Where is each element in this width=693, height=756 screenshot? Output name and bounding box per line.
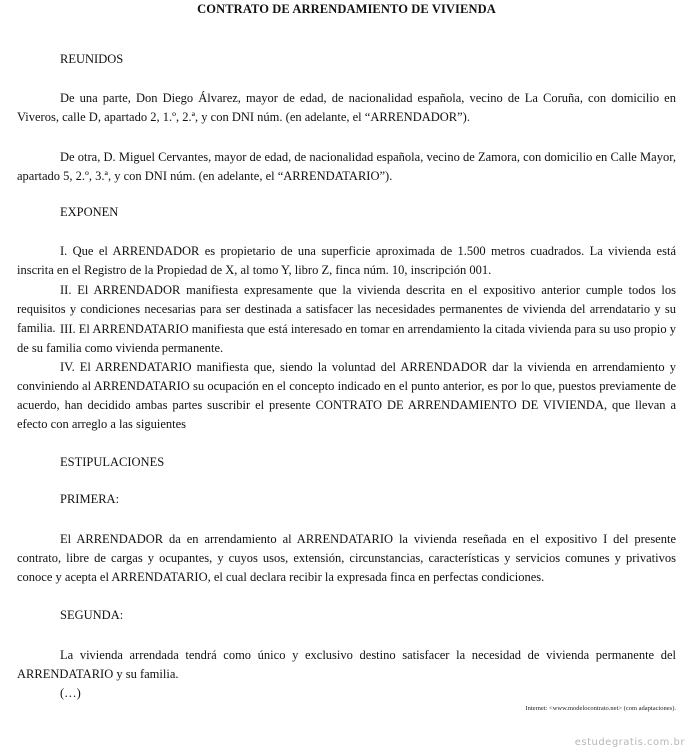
source-citation: Internet: <www.modelocontrato.net> (com adaptaciones). [525, 705, 676, 712]
paragraph-primera: El ARRENDADOR da en arrendamiento al ARRENDATARIO la vivienda reseñada en el expositivo I del presente contrato, libre de cargas y ocupantes, y cuyos usos, extensión, circunstancias, características y servicios comunes y privativos conoce y acepta el ARRENDATARIO, el cual declara recibir la expresada finca en perfectas condiciones. [17, 532, 676, 584]
paragraph-expone-iii: III. El ARRENDATARIO manifiesta que está interesado en tomar en arrendamiento la citada vivienda para su uso propio y de su familia como vivienda permanente. [17, 322, 676, 355]
paragraph-arrendador: De una parte, Don Diego Álvarez, mayor de edad, de nacionalidad española, vecino de La Coruña, con domicilio en Viveros, calle D, apartado 2, 1.º, 2.ª, y con DNI núm. (en adelante, el “ARRENDADOR”). [17, 91, 676, 124]
paragraph-expone-iv: IV. El ARRENDATARIO manifiesta que, siendo la voluntad del ARRENDADOR dar la vivienda en arrendamiento y conviniendo al ARRENDATARIO su ocupación en el concepto indicado en el punto anterior, es por lo que, puestos previamente de acuerdo, han decidido ambas partes suscribir el presente CONTRATO DE ARRENDAMIENTO DE VIVIENDA, que llevan a efecto con arreglo a las siguientes [17, 360, 676, 431]
heading-segunda: SEGUNDA: [60, 608, 124, 622]
paragraph-segunda: La vivienda arrendada tendrá como único y exclusivo destino satisfacer la necesidad de vivienda permanente del ARRENDATARIO y su familia. [17, 648, 676, 681]
heading-primera: PRIMERA: [60, 492, 120, 506]
heading-reunidos: REUNIDOS [60, 52, 124, 66]
paragraph-expone-i: I. Que el ARRENDADOR es propietario de una superficie aproximada de 1.500 metros cuadrados. La vivienda está inscrita en el Registro de la Propiedad de X, al tomo Y, libro Z, finca núm. 10, inscripción 001. [17, 244, 676, 277]
paragraph-arrendatario: De otra, D. Miguel Cervantes, mayor de edad, de nacionalidad española, vecino de Zamora, con domicilio en Calle Mayor, apartado 5, 2.º, 3.ª, y con DNI núm. (en adelante, el “ARRENDATARIO”). [17, 150, 676, 183]
document-title: CONTRATO DE ARRENDAMIENTO DE VIVIENDA [197, 2, 496, 16]
heading-exponen: EXPONEN [60, 205, 119, 219]
heading-estipulaciones: ESTIPULACIONES [60, 455, 165, 469]
paragraph-expone-ii: II. El ARRENDADOR manifiesta expresamente que la vivienda descrita en el expositivo anterior cumple todos los requisitos y condiciones necesarias para ser destinada a satisfacer las necesidades permanentes de vivienda del arrendatario y su familia. [17, 283, 676, 335]
ellipsis: (…) [60, 686, 81, 700]
watermark: estudegratis.com.br [574, 737, 685, 748]
